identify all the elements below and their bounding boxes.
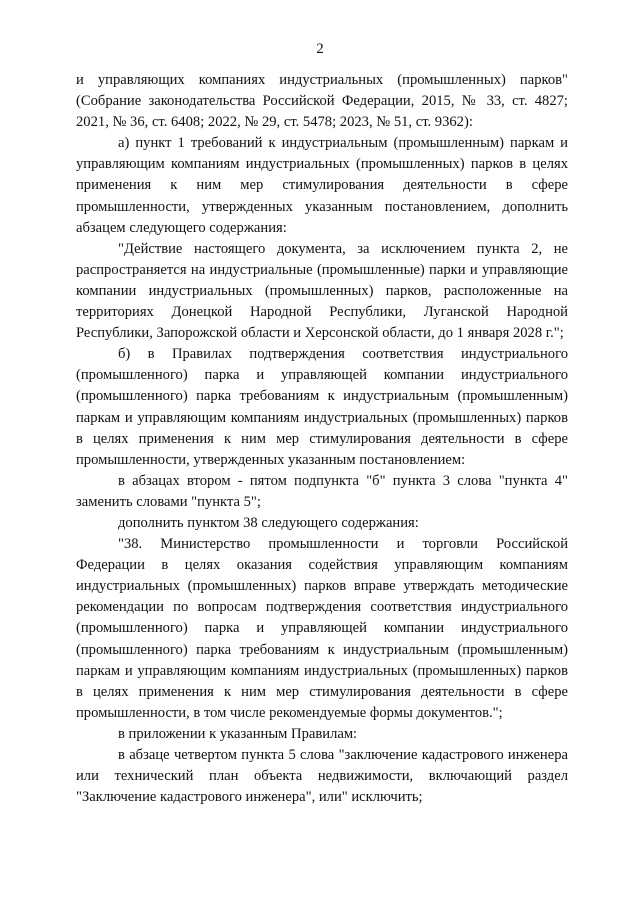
paragraph-quote-action: "Действие настоящего документа, за исключением пункта 2, не распространяется на индустриальные (промышленные) парки и управляющие компании индустриальных (промышленных) парков, расположенные на территориях Донецкой Народной Республики, Луганской Народной Республики, Запорожской области и Херсонской области, до 1 января 2028 г."; — [76, 240, 568, 342]
paragraph-add-point-38: дополнить пунктом 38 следующего содержания: — [118, 514, 419, 531]
paragraph-appendix: в приложении к указанным Правилам: — [118, 725, 358, 742]
paragraph-item-a: а) пункт 1 требований к индустриальным (промышленным) паркам и управляющим компаниям индустриальных (промышленных) парков в целях применения к ним мер стимулирования деятельности в сфере промышленности, утвержденных указанным постановлением, дополнить абзацем следующего содержания: — [76, 135, 568, 236]
paragraph-point-5-exclusion: в абзаце четвертом пункта 5 слова "заключение кадастрового инженера или технический план объекта недвижимости, включающий раздел "Заключение кадастрового инженера", или" исключить; — [76, 747, 568, 806]
page-number: 2 — [316, 41, 324, 57]
paragraph-item-b: б) в Правилах подтверждения соответствия индустриального (промышленного) парка и управляющей компании индустриального (промышленного) парка требованиям к индустриальным (промышленным) паркам и управляющим компаниям индустриальных (промышленных) парков в целях применения к ним мер стимулирования деятельности в сфере промышленности, утвержденных указанным постановлением: — [76, 346, 568, 468]
paragraph-replace-words: в абзацах втором - пятом подпункта "б" пункта 3 слова "пункта 4" заменить словами "пункта 5"; — [76, 472, 568, 510]
document-body — [76, 70, 568, 808]
paragraph-intro: и управляющих компаниях индустриальных (промышленных) парков" (Собрание законодательства Российской Федерации, 2015, № 33, ст. 4827; 2021, № 36, ст. 6408; 2022, № 29, ст. 5478; 2023, № 51, ст. 9362): — [76, 72, 568, 131]
paragraph-point-38-text: "38. Министерство промышленности и торговли Российской Федерации в целях оказания содействия управляющим компаниям индустриальных (промышленных) парков вправе утверждать методические рекомендации по вопросам подтверждения соответствия индустриального (промышленного) парка и управляющей компании индустриального (промышленного) парка требованиям к индустриальным (промышленным) паркам и управляющим компаниям индустриальных (промышленных) парков в целях применения к ним мер стимулирования деятельности в сфере промышленности, в том числе рекомендуемые формы документов."; — [76, 536, 568, 721]
